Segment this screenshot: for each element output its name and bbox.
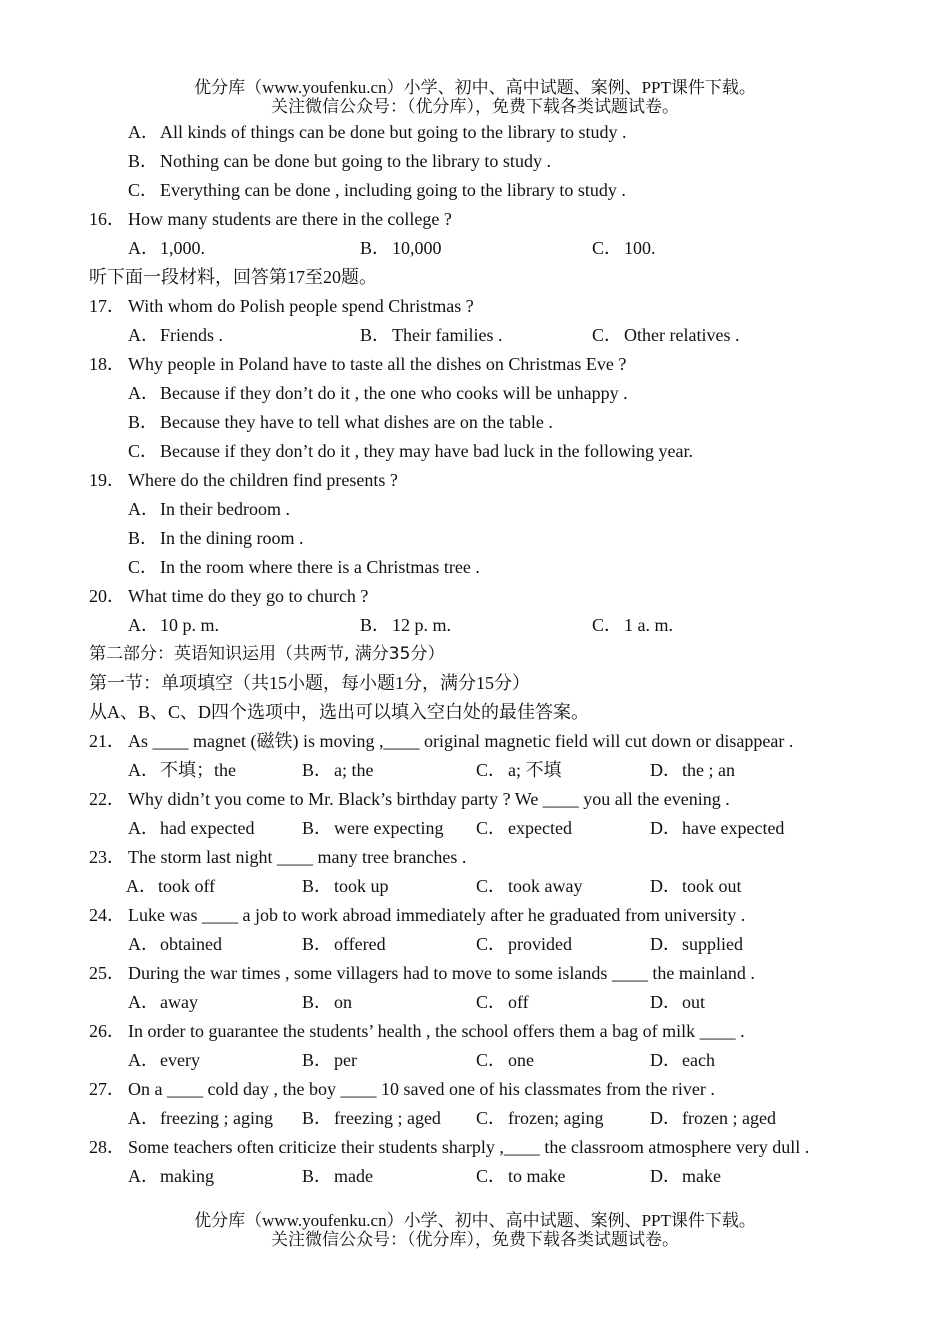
q26-option-a: A．every bbox=[128, 1050, 200, 1070]
q22-options bbox=[0, 814, 950, 843]
q28-option-a: A．making bbox=[128, 1166, 214, 1186]
q15-option-a: A．All kinds of things can be done but going to the library to study . bbox=[128, 122, 627, 142]
q16-option-b: B． 10,000 bbox=[360, 238, 442, 258]
footer-line-1: 优分库（www.youfenku.cn）小学、初中、高中试题、案例、PPT课件下载。 bbox=[194, 1211, 756, 1230]
q26-stem: 26． In order to guarantee the students’ health , the school offers them a bag of milk ____ . bbox=[89, 1021, 745, 1041]
q18-option-b: B． Because they have to tell what dishes are on the table . bbox=[128, 412, 553, 432]
q24-option-b: B． offered bbox=[302, 934, 386, 954]
q20-options bbox=[0, 611, 950, 640]
q19-option-a: A．In their bedroom . bbox=[128, 499, 290, 519]
page-footer bbox=[0, 1211, 950, 1249]
q28-stem: 28． Some teachers often criticize their students sharply ,____ the classroom atmosphere very dull . bbox=[89, 1137, 810, 1157]
q22-option-b: B． were expecting bbox=[302, 818, 444, 838]
q27-option-c: C． frozen; aging bbox=[476, 1108, 604, 1128]
q22-option-a: A．had expected bbox=[128, 818, 255, 838]
q28-option-d: D．make bbox=[650, 1166, 721, 1186]
q21-option-c: C． a; 不填 bbox=[476, 760, 562, 780]
q23-option-a: A．took off bbox=[126, 876, 216, 896]
q16-stem: 16． How many students are there in the college ? bbox=[89, 209, 452, 229]
listening-instruction: 听下面一段材料，回答第17至20题。 bbox=[89, 267, 377, 287]
q21-stem: 21． As ____ magnet (磁铁) is moving ,____ original magnetic field will cut down or disappear . bbox=[89, 731, 794, 751]
q28-option-b: B． made bbox=[302, 1166, 373, 1186]
q23-options bbox=[0, 872, 950, 901]
q23-option-d: D．took out bbox=[650, 876, 742, 896]
q25-option-b: B． on bbox=[302, 992, 352, 1012]
header-line-1: 优分库（www.youfenku.cn）小学、初中、高中试题、案例、PPT课件下载。 bbox=[194, 78, 756, 97]
q24-options bbox=[0, 930, 950, 959]
q24-option-c: C． provided bbox=[476, 934, 572, 954]
q27-option-a: A．freezing ; aging bbox=[128, 1108, 273, 1128]
page-header bbox=[0, 78, 950, 116]
q17-option-a: A．Friends . bbox=[128, 325, 223, 345]
q20-option-b: B． 12 p. m. bbox=[360, 615, 452, 635]
q20-stem: 20． What time do they go to church ? bbox=[89, 586, 369, 606]
q17-option-c: C． Other relatives . bbox=[592, 325, 740, 345]
q28-options bbox=[0, 1162, 950, 1191]
q17-options bbox=[0, 321, 950, 350]
q21-option-a: A．不填；the bbox=[128, 760, 236, 780]
q18-option-a: A．Because if they don’t do it , the one who cooks will be unhappy . bbox=[128, 383, 628, 403]
q25-option-d: D．out bbox=[650, 992, 706, 1012]
q25-option-c: C． off bbox=[476, 992, 529, 1012]
q23-option-b: B． took up bbox=[302, 876, 389, 896]
q20-option-a: A．10 p. m. bbox=[128, 615, 220, 635]
q16-option-a: A．1,000. bbox=[128, 238, 205, 258]
q18-stem: 18． Why people in Poland have to taste all the dishes on Christmas Eve ? bbox=[89, 354, 627, 374]
header-line-2: 关注微信公众号：（优分库），免费下载各类试题试卷。 bbox=[271, 97, 679, 116]
q17-stem: 17． With whom do Polish people spend Christmas ? bbox=[89, 296, 474, 316]
q26-option-c: C． one bbox=[476, 1050, 534, 1070]
q26-option-b: B． per bbox=[302, 1050, 357, 1070]
q21-options bbox=[0, 756, 950, 785]
q18-option-c: C． Because if they don’t do it , they may have bad luck in the following year. bbox=[128, 441, 694, 461]
q27-stem: 27． On a ____ cold day , the boy ____ 10 saved one of his classmates from the river . bbox=[89, 1079, 715, 1099]
section1-instruction: 从A、B、C、D四个选项中，选出可以填入空白处的最佳答案。 bbox=[89, 702, 590, 722]
q28-option-c: C． to make bbox=[476, 1166, 566, 1186]
q23-stem: 23． The storm last night ____ many tree branches . bbox=[89, 847, 467, 867]
q20-option-c: C． 1 a. m. bbox=[592, 615, 673, 635]
q27-option-d: D．frozen ; aged bbox=[650, 1108, 776, 1128]
part2-title: 第二部分：英语知识运用（共两节, 满分35分） bbox=[89, 644, 445, 664]
section1-title: 第一节：单项填空（共15小题，每小题1分，满分15分） bbox=[89, 673, 530, 693]
q27-option-b: B． freezing ; aged bbox=[302, 1108, 441, 1128]
q16-options bbox=[0, 234, 950, 263]
q21-option-d: D．the ; an bbox=[650, 760, 735, 780]
q25-stem: 25． During the war times , some villagers had to move to some islands ____ the mainland . bbox=[89, 963, 755, 983]
footer-line-2: 关注微信公众号：（优分库），免费下载各类试题试卷。 bbox=[271, 1230, 679, 1249]
q25-options bbox=[0, 988, 950, 1017]
q26-options bbox=[0, 1046, 950, 1075]
q23-option-c: C． took away bbox=[476, 876, 583, 896]
q24-stem: 24． Luke was ____ a job to work abroad immediately after he graduated from university . bbox=[89, 905, 746, 925]
q21-option-b: B． a; the bbox=[302, 760, 374, 780]
exam-content bbox=[0, 118, 950, 1191]
q24-option-a: A．obtained bbox=[128, 934, 222, 954]
q15-option-c: C． Everything can be done , including going to the library to study . bbox=[128, 180, 626, 200]
q25-option-a: A．away bbox=[128, 992, 198, 1012]
q27-options bbox=[0, 1104, 950, 1133]
q22-option-c: C． expected bbox=[476, 818, 572, 838]
q19-option-c: C． In the room where there is a Christmas tree . bbox=[128, 557, 480, 577]
q19-stem: 19． Where do the children find presents ? bbox=[89, 470, 398, 490]
q15-option-b: B． Nothing can be done but going to the library to study . bbox=[128, 151, 551, 171]
q24-option-d: D．supplied bbox=[650, 934, 743, 954]
q16-option-c: C． 100. bbox=[592, 238, 656, 258]
q22-option-d: D．have expected bbox=[650, 818, 785, 838]
q19-option-b: B． In the dining room . bbox=[128, 528, 304, 548]
q26-option-d: D．each bbox=[650, 1050, 715, 1070]
q17-option-b: B． Their families . bbox=[360, 325, 503, 345]
q22-stem: 22． Why didn’t you come to Mr. Black’s birthday party ? We ____ you all the evening . bbox=[89, 789, 730, 809]
